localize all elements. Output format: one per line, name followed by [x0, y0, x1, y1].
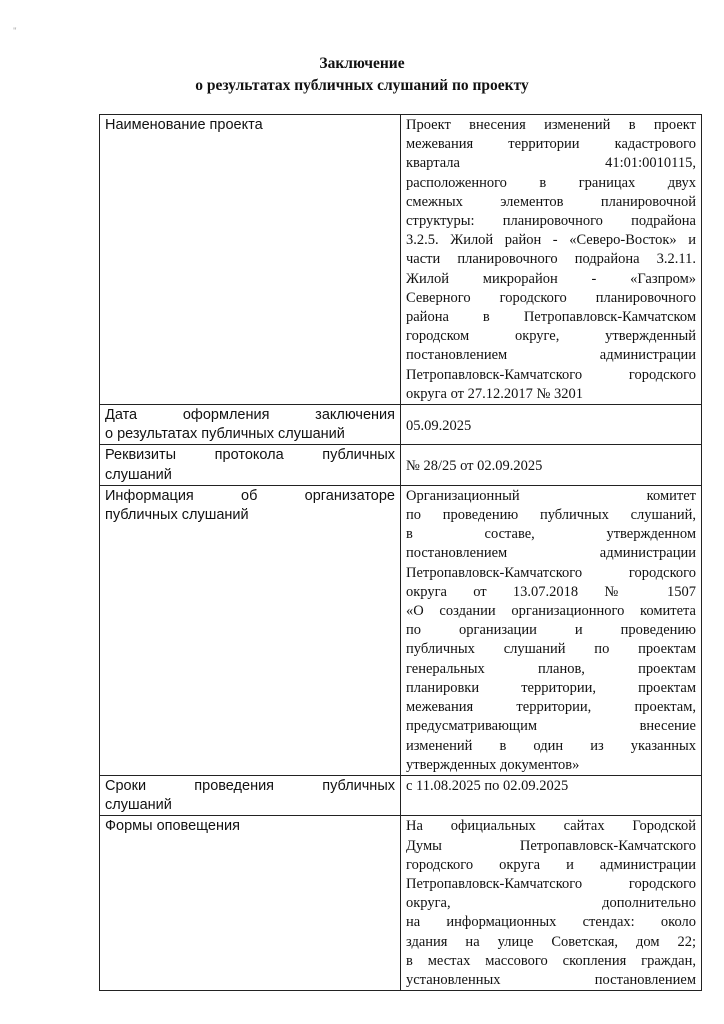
project-line: Петропавловск-Камчатского городского	[406, 366, 696, 383]
organizer-line: изменений в один из указанных	[406, 737, 696, 754]
project-label: Наименование проекта	[100, 115, 401, 405]
date-label-line: Дата оформления заключения	[105, 407, 395, 424]
project-line: части планировочного подрайона 3.2.11.	[406, 251, 696, 268]
period-label-line: Сроки проведения публичных	[105, 777, 395, 794]
project-line: межевания территории кадастрового	[406, 136, 696, 153]
notification-value	[401, 816, 702, 991]
notification-line: здания на улице Советская, дом 22;	[406, 933, 696, 950]
organizer-line: «О создании организационного комитета	[406, 603, 696, 620]
notification-line: на информационных стендах: около	[406, 914, 696, 931]
project-line: структуры: планировочного подрайона	[406, 213, 696, 230]
protocol-value: № 28/25 от 02.09.2025	[401, 445, 702, 485]
notification-line: Петропавловск-Камчатского городского	[406, 875, 696, 892]
table-row-organizer	[100, 485, 702, 775]
organizer-line: предусматривающим внесение	[406, 718, 696, 735]
notification-line: городского округа и администрации	[406, 856, 696, 873]
organizer-line: округа от 13.07.2018 № 1507	[406, 583, 696, 600]
period-label-line: слушаний	[105, 797, 172, 814]
table-row-notification	[100, 816, 702, 991]
project-line: смежных элементов планировочной	[406, 193, 696, 210]
organizer-line: Организационный комитет	[406, 487, 696, 504]
notification-line: округа, дополнительно	[406, 895, 696, 912]
organizer-label	[100, 485, 401, 775]
notification-label: Формы оповещения	[100, 816, 401, 991]
protocol-label-line: Реквизиты протокола публичных	[105, 447, 395, 464]
project-line: Северного городского планировочного	[406, 289, 696, 306]
organizer-value	[401, 485, 702, 775]
organizer-line: по организации и проведению	[406, 622, 696, 639]
date-label-line: о результатах публичных слушаний	[105, 426, 345, 443]
organizer-line: планировки территории, проектам	[406, 679, 696, 696]
table-row-project	[100, 115, 702, 405]
project-value	[401, 115, 702, 405]
project-line: квартала 41:01:0010115,	[406, 155, 696, 172]
protocol-label	[100, 445, 401, 485]
date-label	[100, 405, 401, 445]
document-subtitle: о результатах публичных слушаний по проекту	[195, 77, 529, 94]
protocol-label-line: слушаний	[105, 466, 172, 483]
organizer-line: генеральных планов, проектам	[406, 660, 696, 677]
organizer-line: по проведению публичных слушаний,	[406, 507, 696, 524]
project-line: Жилой микрорайон - «Газпром»	[406, 270, 696, 287]
table-row-date	[100, 405, 702, 445]
table-row-protocol	[100, 445, 702, 485]
table-row-period	[100, 775, 702, 815]
project-line: расположенного в границах двух	[406, 174, 696, 191]
organizer-line: Петропавловск-Камчатского городского	[406, 564, 696, 581]
organizer-line: межевания территории, проектам,	[406, 699, 696, 716]
project-line: Проект внесения изменений в проект	[406, 117, 696, 133]
organizer-line: публичных слушаний по проектам	[406, 641, 696, 658]
project-line: округа от 27.12.2017 № 3201	[406, 385, 583, 402]
project-line: постановлением администрации	[406, 347, 696, 364]
period-label	[100, 775, 401, 815]
organizer-line: в составе, утвержденном	[406, 526, 696, 543]
scan-mark: "	[13, 26, 17, 36]
project-line: 3.2.5. Жилой район - «Северо-Восток» и	[406, 232, 696, 249]
notification-line: Думы Петропавловск-Камчатского	[406, 837, 696, 854]
organizer-label-line: Информация об организаторе	[105, 487, 395, 504]
organizer-line: постановлением администрации	[406, 545, 696, 562]
organizer-label-line: публичных слушаний	[105, 507, 249, 524]
notification-line: установленных постановлением	[406, 971, 696, 988]
project-line: района в Петропавловск-Камчатском	[406, 309, 696, 326]
period-value: с 11.08.2025 по 02.09.2025	[401, 775, 702, 815]
notification-line: На официальных сайтах Городской	[406, 818, 696, 835]
date-value: 05.09.2025	[401, 405, 702, 445]
organizer-line: утвержденных документов»	[406, 756, 580, 773]
conclusion-table	[99, 114, 702, 991]
notification-line: в местах массового скопления граждан,	[406, 952, 696, 969]
project-line: городском округе, утвержденный	[406, 328, 696, 345]
document-title: Заключение	[319, 55, 405, 72]
